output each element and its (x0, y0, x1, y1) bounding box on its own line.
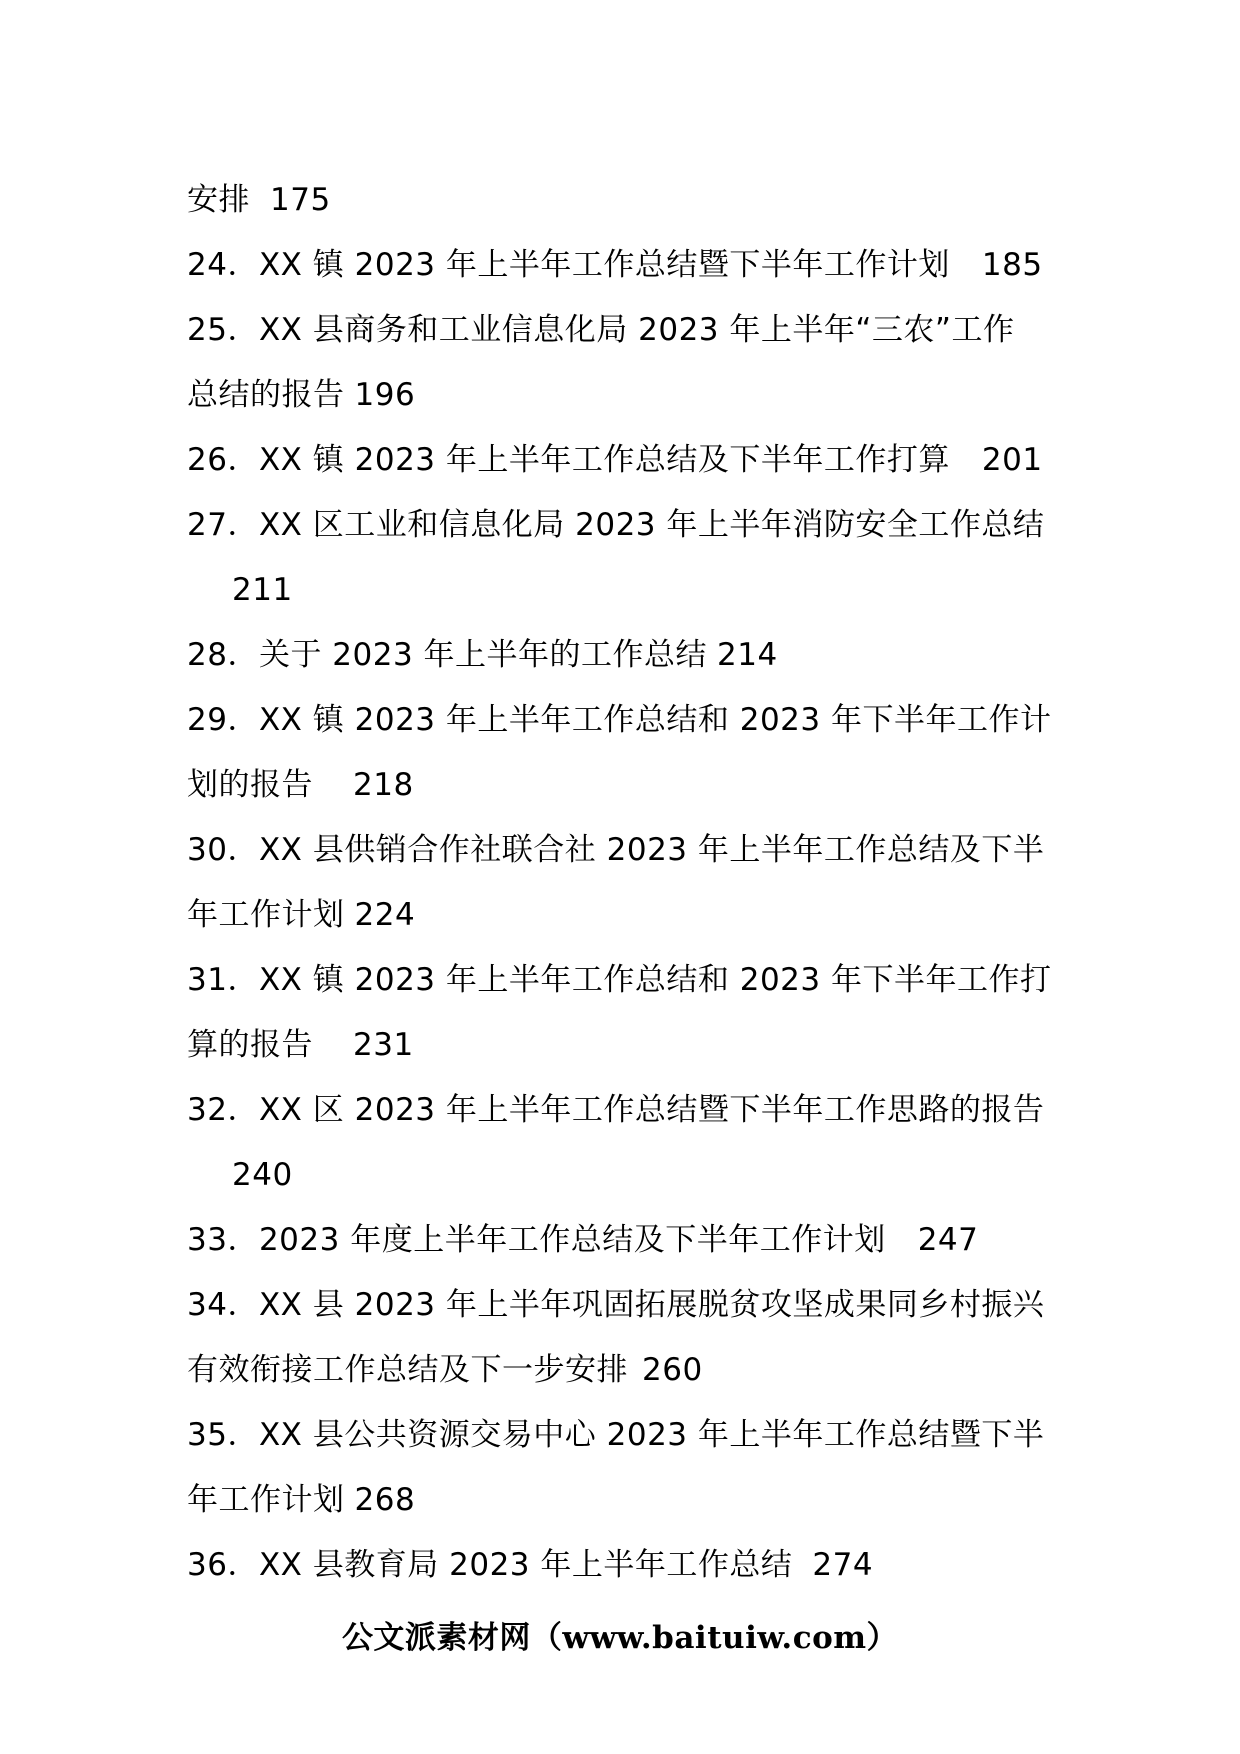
toc-entry-title: 32．XX 区 2023 年上半年工作总结暨下半年工作思路的报告 (187, 1092, 1045, 1128)
toc-page-number: 224 (354, 897, 416, 933)
toc-entry-title: 25．XX 县商务和工业信息化局 2023 年上半年“三农”工作 (187, 312, 1015, 348)
toc-line[interactable] (187, 1143, 1067, 1208)
toc-page-number: 260 (642, 1352, 703, 1388)
toc-entry-title: 26．XX 镇 2023 年上半年工作总结及下半年工作打算 (187, 442, 950, 478)
toc-line[interactable] (187, 1468, 1067, 1533)
toc-page-number: 247 (917, 1222, 979, 1258)
toc-page-number: 214 (717, 637, 778, 673)
toc-page-number: 268 (354, 1482, 416, 1518)
toc-line[interactable] (187, 623, 1067, 688)
toc-line[interactable] (187, 883, 1067, 948)
toc-page-number: 240 (232, 1157, 293, 1193)
toc-page-number: 201 (981, 442, 1043, 478)
toc-line[interactable] (187, 1403, 1067, 1468)
toc-page-number: 185 (981, 247, 1043, 283)
toc-entry-title: 安排 (187, 182, 250, 218)
toc-entry-title: 划的报告 (187, 767, 313, 803)
toc-page-number: 211 (232, 572, 293, 608)
toc-entry-title: 27．XX 区工业和信息化局 2023 年上半年消防安全工作总结 (187, 507, 1045, 543)
toc-entry-title: 29．XX 镇 2023 年上半年工作总结和 2023 年下半年工作计 (187, 702, 1052, 738)
toc-entry-title: 31．XX 镇 2023 年上半年工作总结和 2023 年下半年工作打 (187, 962, 1052, 998)
toc-entry-title: 28．关于 2023 年上半年的工作总结 (187, 637, 708, 673)
toc-line[interactable] (187, 558, 1067, 623)
toc-entry-title: 30．XX 县供销合作社联合社 2023 年上半年工作总结及下半 (187, 832, 1045, 868)
toc-line[interactable] (187, 688, 1067, 753)
toc-entry-title: 36．XX 县教育局 2023 年上半年工作总结 (187, 1547, 793, 1583)
toc-page-number: 196 (354, 377, 416, 413)
toc-line[interactable] (187, 1078, 1067, 1143)
toc-line[interactable] (187, 1208, 1067, 1273)
toc-line[interactable] (187, 428, 1067, 493)
toc-page-number: 274 (812, 1547, 874, 1583)
toc-entry-title: 年工作计划 (187, 1482, 345, 1518)
toc-entry-title: 有效衔接工作总结及下一步安排 (187, 1352, 628, 1388)
toc-line[interactable] (187, 818, 1067, 883)
toc-entry-title: 总结的报告 (187, 377, 345, 413)
toc-page-number: 218 (353, 767, 414, 803)
toc-line[interactable] (187, 948, 1067, 1013)
toc-entry-title: 34．XX 县 2023 年上半年巩固拓展脱贫攻坚成果同乡村振兴 (187, 1287, 1045, 1323)
toc-line[interactable] (187, 363, 1067, 428)
toc-entry-title: 33．2023 年度上半年工作总结及下半年工作计划 (187, 1222, 886, 1258)
toc-line[interactable] (187, 1338, 1067, 1403)
toc-line[interactable] (187, 1273, 1067, 1338)
toc-line[interactable] (187, 1533, 1067, 1598)
toc-line[interactable] (187, 753, 1067, 818)
toc-line[interactable] (187, 233, 1067, 298)
toc-page-number: 175 (270, 182, 331, 218)
toc-line[interactable] (187, 493, 1067, 558)
toc-line[interactable] (187, 1013, 1067, 1078)
toc-page-number: 231 (353, 1027, 414, 1063)
toc-entry-title: 算的报告 (187, 1027, 313, 1063)
toc-entry-title: 35．XX 县公共资源交易中心 2023 年上半年工作总结暨下半 (187, 1417, 1045, 1453)
toc-entry-title: 24．XX 镇 2023 年上半年工作总结暨下半年工作计划 (187, 247, 950, 283)
toc-line[interactable] (187, 298, 1067, 363)
toc-line[interactable] (187, 168, 1067, 233)
toc-entry-title: 年工作计划 (187, 897, 345, 933)
footer-watermark: 公文派素材网（www.baituiw.com） (341, 1620, 899, 1656)
table-of-contents (187, 168, 1067, 1598)
